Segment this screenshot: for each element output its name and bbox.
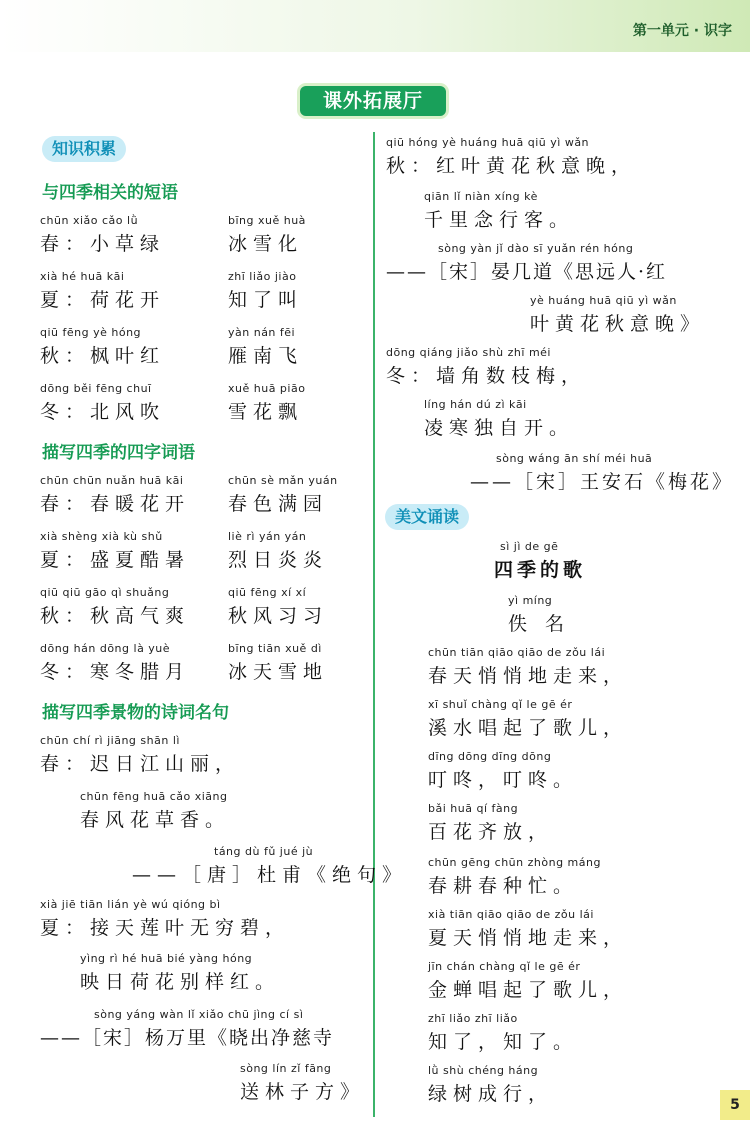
poem-line: dōng qiáng jiǎo shù zhī méi 冬：墙角数枝梅， [386,346,587,387]
idiom-item: qiū fēng xí xí 秋风习习 [228,586,329,627]
poem-line: yìng rì hé huā bié yàng hóng 映日荷花别样红。 [80,952,281,993]
idiom-item: qiū qiū gāo qì shuǎng 秋：秋高气爽 [40,586,191,627]
phrase-item: dōng běi fēng chuī 冬：北风吹 [40,382,166,423]
page-number: 5 [720,1090,750,1120]
phrase-item: xià hé huā kāi 夏：荷花开 [40,270,166,311]
idiom-item: chūn chūn nuǎn huā kāi 春：春暖花开 [40,474,191,515]
section-tag-reading: 美文诵读 [385,504,469,530]
column-divider [373,132,375,1117]
page-title: 课外拓展厅 [300,86,446,116]
idiom-item: chūn sè mǎn yuán 春色满园 [228,474,338,515]
idiom-item: liè rì yán yán 烈日炎炎 [228,530,329,571]
phrase-item: yàn nán fēi 雁南飞 [228,326,304,367]
subheading-poems: 描写四季景物的诗词名句 [42,703,229,723]
song-line: zhī liǎo zhī liǎo 知了，知了。 [428,1012,579,1053]
subheading-phrases: 与四季相关的短语 [42,183,178,203]
song-line: jīn chán chàng qǐ le gē ér 金蝉唱起了歌儿， [428,960,629,1001]
song-line: xià tiān qiāo qiāo de zǒu lái 夏天悄悄地走来， [428,908,629,949]
idiom-item: dōng hán dōng là yuè 冬：寒冬腊月 [40,642,191,683]
song-line: lǜ shù chéng háng 绿树成行， [428,1064,554,1105]
poem-line: chūn chí rì jiāng shān lì 春：迟日江山丽， [40,734,241,775]
poem-source: yè huáng huā qiū yì wǎn 叶黄花秋意晚》 [530,294,706,335]
poem-line: xià jiē tiān lián yè wú qióng bì 夏：接天莲叶无穷碧， [40,898,291,939]
song-title: sì jì de gē 四季的歌 [494,540,587,581]
header-bar [0,0,750,52]
phrase-item: zhī liǎo jiào 知了叫 [228,270,304,311]
poem-line: qiān lǐ niàn xíng kè 千里念行客。 [424,190,575,231]
song-line: xī shuǐ chàng qǐ le gē ér 溪水唱起了歌儿， [428,698,629,739]
song-line: dīng dōng dīng dōng 叮咚，叮咚。 [428,750,579,791]
phrase-item: xuě huā piāo 雪花飘 [228,382,306,423]
poem-source: sòng yáng wàn lǐ xiǎo chū jìng cí sì ——［宋］杨万里《晓出净慈寺 [40,1008,335,1049]
song-line: chūn gēng chūn zhòng máng 春耕春种忙。 [428,856,601,897]
song-author: yì míng 佚 名 [508,594,571,635]
poem-source: sòng lín zǐ fāng 送林子方》 [240,1062,366,1103]
song-line: bǎi huā qí fàng 百花齐放， [428,802,554,843]
poem-source: sòng wáng ān shí méi huā ——［宋］王安石《梅花》 [470,452,735,493]
idiom-item: bīng tiān xuě dì 冰天雪地 [228,642,329,683]
song-line: chūn tiān qiāo qiāo de zǒu lái 春天悄悄地走来， [428,646,629,687]
phrase-item: chūn xiǎo cǎo lǜ 春：小草绿 [40,214,166,255]
poem-line: líng hán dú zì kāi 凌寒独自开。 [424,398,575,439]
poem-line: chūn fēng huā cǎo xiāng 春风花草香。 [80,790,231,831]
phrase-item: bīng xuě huà 冰雪化 [228,214,306,255]
poem-line: qiū hóng yè huáng huā qiū yì wǎn 秋：红叶黄花秋意晚， [386,136,637,177]
subheading-idioms: 描写四季的四字词语 [42,443,195,463]
phrase-item: qiū fēng yè hóng 秋：枫叶红 [40,326,166,367]
poem-source: sòng yàn jǐ dào sī yuǎn rén hóng ——［宋］晏几道《思远人·红 [386,242,668,283]
idiom-item: xià shèng xià kù shǔ 夏：盛夏酷暑 [40,530,191,571]
unit-label: 第一单元 · 识字 [632,23,732,39]
section-tag-knowledge: 知识积累 [42,136,126,162]
poem-source: táng dù fǔ jué jù ——［唐］杜甫《绝句》 [132,845,408,886]
